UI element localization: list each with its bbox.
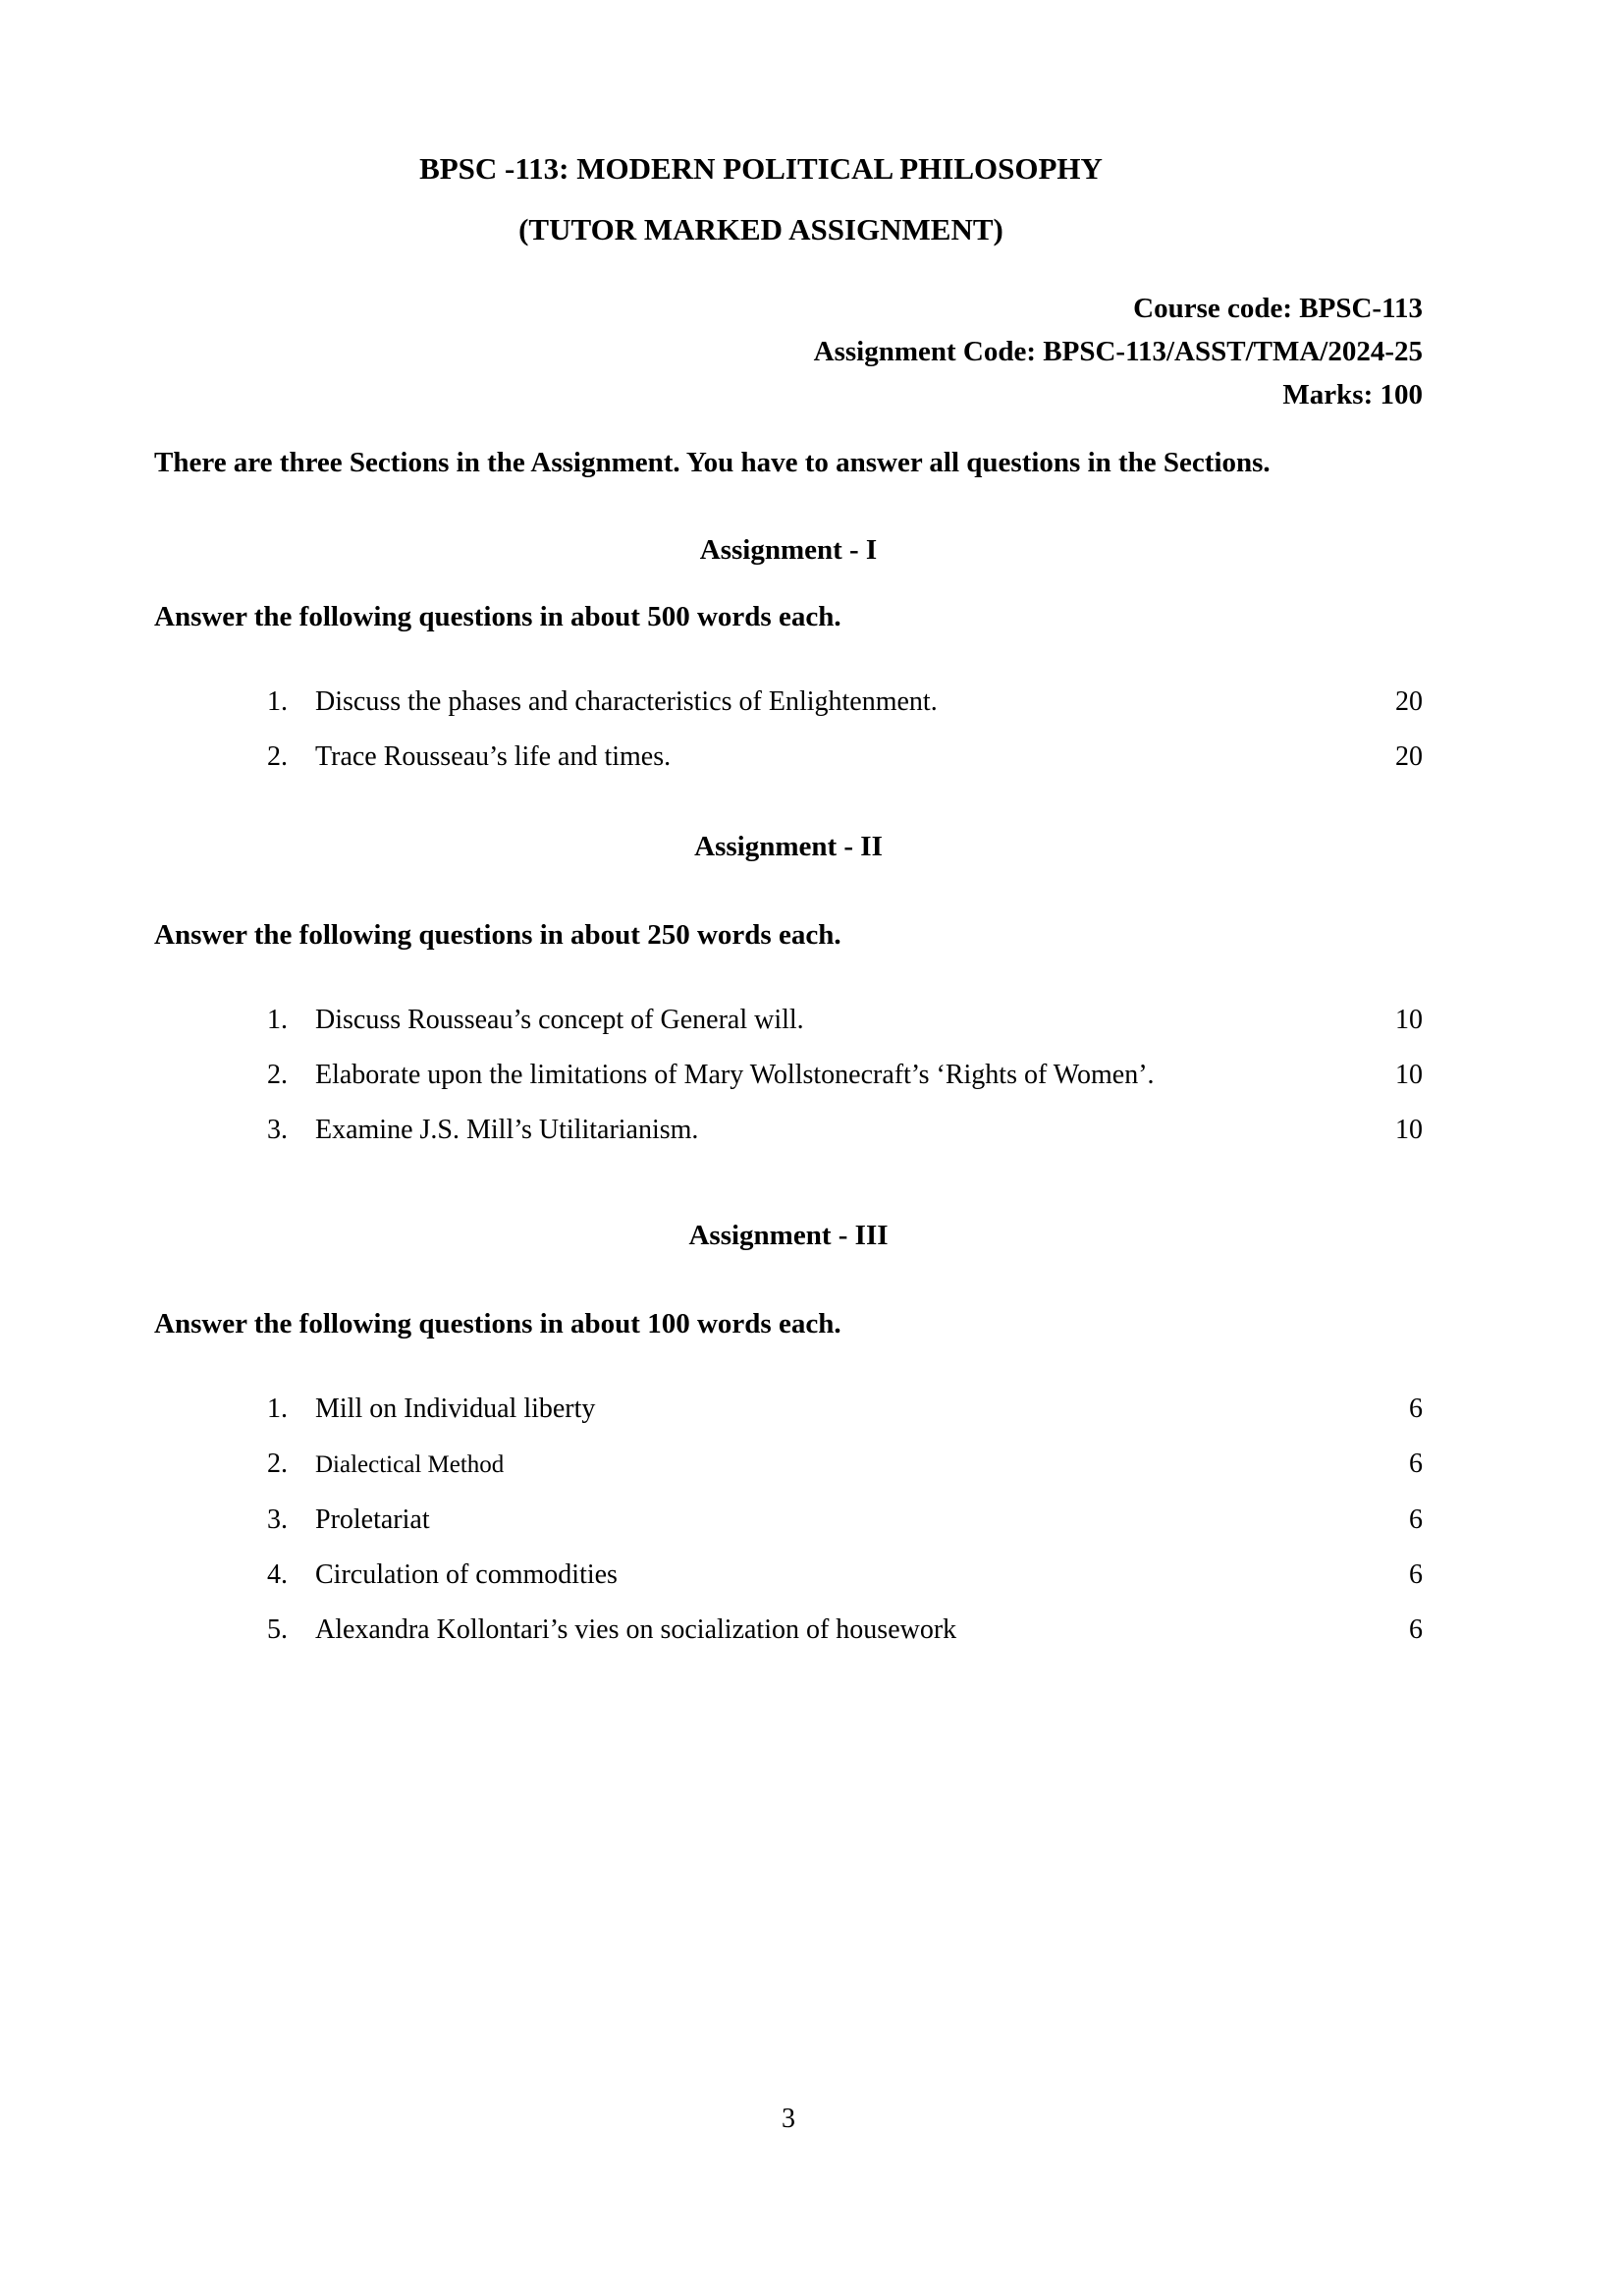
page-number: 3	[782, 2104, 795, 2134]
question-text: Discuss Rousseau’s concept of General will.	[315, 1005, 804, 1035]
question-row	[154, 687, 1423, 717]
question-list	[154, 1006, 1423, 1145]
section-assignment-3	[154, 1214, 1423, 1645]
question-marks: 6	[1409, 1504, 1423, 1535]
course-code-line: Course code: BPSC-113	[1133, 293, 1423, 324]
section-instruction: Answer the following questions in about 500 words each.	[154, 601, 841, 632]
question-text: Examine J.S. Mill’s Utilitarianism.	[315, 1115, 699, 1145]
question-text: Dialectical Method	[315, 1451, 505, 1478]
section-instruction: Answer the following questions in about 100 words each.	[154, 1308, 841, 1339]
code-block	[154, 287, 1423, 416]
question-marks: 6	[1409, 1394, 1423, 1424]
question-number: 2.	[267, 1449, 288, 1479]
question-text: Discuss the phases and characteristics of Enlightenment.	[315, 686, 938, 717]
section-heading: Assignment - II	[694, 831, 883, 862]
question-marks: 6	[1409, 1449, 1423, 1479]
question-row	[154, 1449, 1423, 1480]
question-row	[154, 1560, 1423, 1590]
question-row	[154, 1116, 1423, 1145]
question-marks: 20	[1395, 686, 1423, 717]
question-row	[154, 1006, 1423, 1035]
question-text: Trace Rousseau’s life and times.	[315, 741, 672, 772]
question-text: Alexandra Kollontari’s vies on socialization of housework	[315, 1614, 957, 1645]
question-list	[154, 687, 1423, 772]
section-assignment-1	[154, 528, 1423, 772]
question-text: Circulation of commodities	[315, 1559, 618, 1590]
question-row	[154, 1061, 1423, 1090]
question-number: 1.	[267, 1005, 288, 1035]
question-text: Mill on Individual liberty	[315, 1394, 596, 1424]
question-number: 3.	[267, 1504, 288, 1535]
assignment-code-line: Assignment Code: BPSC-113/ASST/TMA/2024-25	[813, 336, 1423, 367]
intro-paragraph: There are three Sections in the Assignment. You have to answer all questions in the Sections.	[154, 447, 1271, 478]
question-row	[154, 1505, 1423, 1535]
document-title: BPSC -113: MODERN POLITICAL PHILOSOPHY	[419, 151, 1103, 186]
question-number: 5.	[267, 1614, 288, 1645]
marks-line: Marks: 100	[1282, 379, 1423, 410]
question-marks: 6	[1409, 1559, 1423, 1590]
question-row	[154, 1615, 1423, 1645]
question-marks: 10	[1395, 1060, 1423, 1090]
question-number: 3.	[267, 1115, 288, 1145]
document-subtitle: (TUTOR MARKED ASSIGNMENT)	[518, 212, 1003, 246]
question-list	[154, 1394, 1423, 1645]
section-instruction: Answer the following questions in about 250 words each.	[154, 919, 841, 951]
section-heading: Assignment - III	[688, 1220, 889, 1251]
question-text: Proletariat	[315, 1504, 430, 1535]
question-marks: 20	[1395, 741, 1423, 772]
question-number: 2.	[267, 1060, 288, 1090]
section-heading: Assignment - I	[699, 534, 878, 566]
question-text: Elaborate upon the limitations of Mary Wollstonecraft’s ‘Rights of Women’.	[315, 1060, 1155, 1090]
question-row	[154, 1394, 1423, 1424]
question-row	[154, 742, 1423, 772]
question-marks: 10	[1395, 1115, 1423, 1145]
question-number: 2.	[267, 741, 288, 772]
question-number: 1.	[267, 686, 288, 717]
section-assignment-2	[154, 825, 1423, 1145]
question-number: 1.	[267, 1394, 288, 1424]
question-number: 4.	[267, 1559, 288, 1590]
question-marks: 6	[1409, 1614, 1423, 1645]
question-marks: 10	[1395, 1005, 1423, 1035]
